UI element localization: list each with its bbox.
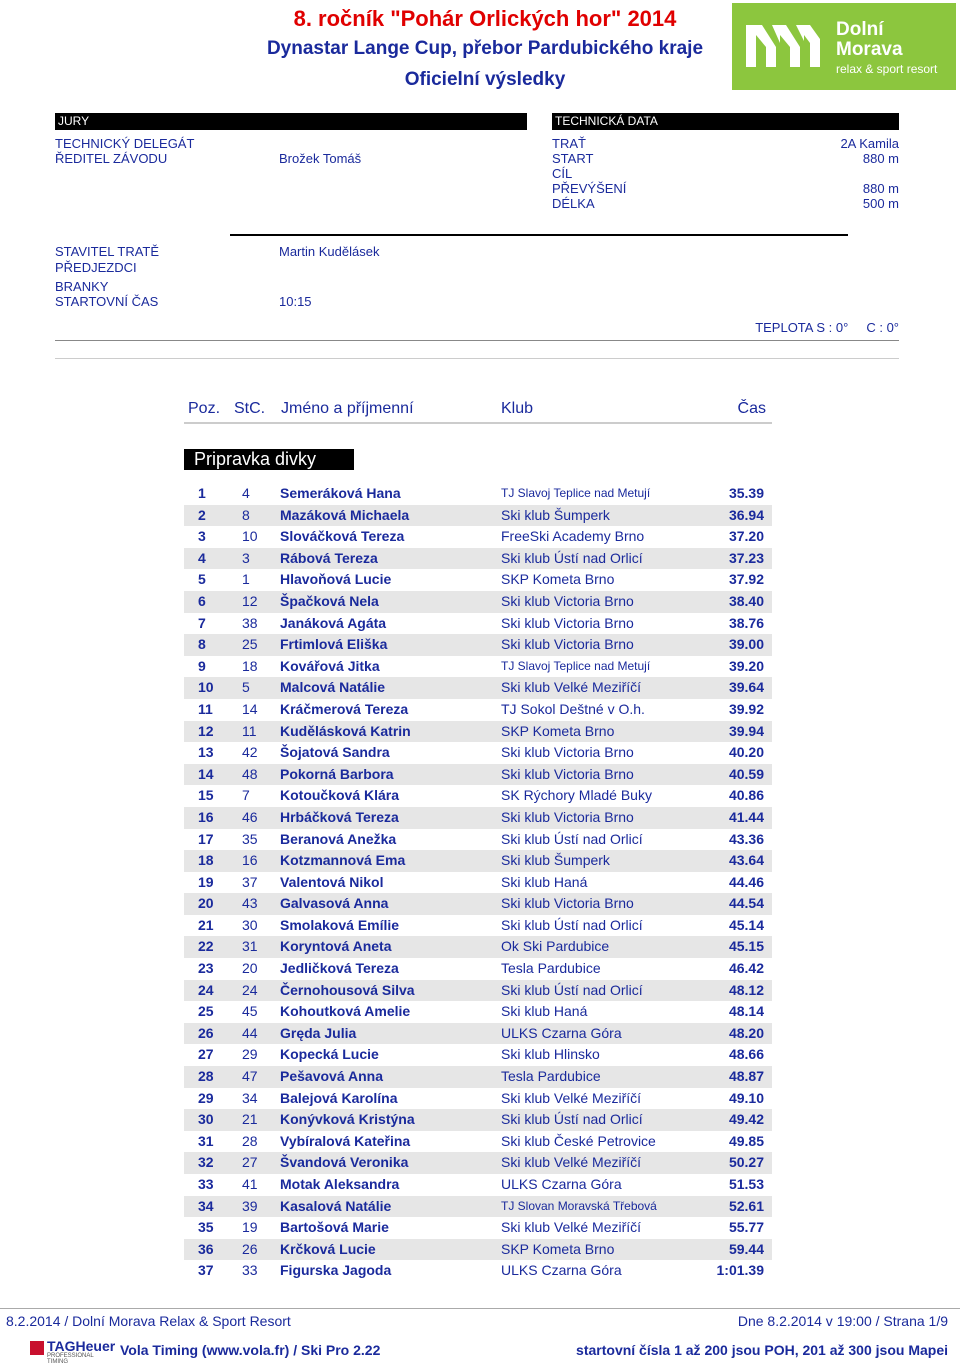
result-bib: 34 — [242, 1089, 258, 1106]
result-name: Frtimlová Eliška — [280, 636, 388, 653]
result-time: 49.10 — [728, 1089, 764, 1106]
table-row — [184, 505, 772, 527]
divider — [55, 358, 899, 359]
table-row — [184, 807, 772, 829]
result-time: 40.59 — [728, 765, 764, 782]
start-label: START — [552, 151, 594, 166]
result-time: 49.85 — [728, 1132, 764, 1149]
dolni-morava-logo — [732, 3, 956, 90]
result-bib: 39 — [242, 1197, 258, 1214]
result-name: Kotzmannová Ema — [280, 852, 406, 869]
result-time: 37.23 — [728, 549, 764, 566]
header-underline — [184, 422, 772, 424]
result-position: 9 — [198, 657, 206, 674]
result-position: 14 — [198, 765, 214, 782]
result-bib: 33 — [242, 1262, 258, 1279]
result-club: Tesla Pardubice — [501, 960, 601, 977]
length-value: 500 m — [862, 196, 899, 211]
table-row — [184, 764, 772, 786]
result-club: Ok Ski Pardubice — [501, 938, 610, 955]
result-club: TJ Slovan Moravská Třebová — [501, 1198, 657, 1213]
result-name: Kopecká Lucie — [280, 1046, 379, 1063]
gates-label: BRANKY — [55, 279, 109, 294]
result-club: Ski klub Hlinsko — [501, 1046, 600, 1063]
result-bib: 44 — [242, 1024, 258, 1041]
result-time: 48.14 — [728, 1003, 764, 1020]
result-bib: 8 — [242, 506, 250, 523]
result-position: 34 — [198, 1197, 214, 1214]
table-row — [184, 915, 772, 937]
footer-note: startovní čísla 1 až 200 jsou POH, 201 až 300 jsou Mapei — [576, 1342, 948, 1358]
result-time: 59.44 — [728, 1240, 764, 1257]
result-club: Ski klub Victoria Brno — [501, 614, 634, 631]
table-row — [184, 548, 772, 570]
result-position: 10 — [198, 679, 214, 696]
col-header-time: Čas — [737, 400, 766, 417]
result-name: Bartošová Marie — [280, 1219, 389, 1236]
tag-heuer-shield-icon — [30, 1341, 44, 1355]
result-time: 39.94 — [728, 722, 764, 739]
result-bib: 11 — [242, 722, 257, 739]
result-position: 21 — [198, 916, 214, 933]
result-bib: 35 — [242, 830, 258, 847]
result-time: 39.64 — [728, 679, 764, 696]
col-header-club: Klub — [501, 400, 534, 417]
logo-text-line2: Morava — [836, 39, 903, 60]
result-position: 23 — [198, 960, 214, 977]
result-name: Kohoutková Amelie — [280, 1003, 411, 1020]
table-row — [184, 613, 772, 635]
footer-divider — [0, 1308, 960, 1309]
dolni-morava-mark-icon — [742, 17, 824, 73]
result-time: 55.77 — [728, 1219, 764, 1236]
result-name: Balejová Karolína — [280, 1089, 398, 1106]
result-time: 44.46 — [728, 873, 764, 890]
result-club: Ski klub Ústí nad Orlicí — [501, 916, 643, 933]
result-time: 51.53 — [728, 1176, 764, 1192]
result-bib: 7 — [242, 787, 250, 804]
result-name: Kráčmerová Tereza — [280, 700, 409, 717]
forerunners-label: PŘEDJEZDCI — [55, 260, 137, 275]
table-row — [184, 1109, 772, 1131]
table-row — [184, 872, 772, 894]
result-name: Figurska Jagoda — [280, 1262, 392, 1279]
result-club: Ski klub Victoria Brno — [501, 636, 634, 653]
result-bib: 12 — [242, 592, 258, 609]
result-bib: 31 — [242, 938, 258, 955]
result-bib: 19 — [242, 1219, 258, 1236]
start-value: 880 m — [862, 151, 899, 166]
table-row — [184, 1001, 772, 1023]
result-bib: 5 — [242, 679, 250, 696]
result-club: Ski klub Haná — [501, 873, 588, 890]
result-club: Ski klub Velké Meziříčí — [501, 1154, 642, 1171]
result-time: 48.66 — [728, 1046, 764, 1063]
result-position: 30 — [198, 1111, 214, 1128]
result-club: Ski klub Victoria Brno — [501, 744, 634, 761]
result-name: Pokorná Barbora — [280, 765, 394, 782]
table-row — [184, 1260, 772, 1282]
result-name: Malcová Natálie — [280, 679, 386, 696]
course-value: 2A Kamila — [840, 136, 899, 151]
start-time-label: STARTOVNÍ ČAS — [55, 294, 159, 309]
result-bib: 1 — [242, 571, 250, 588]
result-position: 16 — [198, 808, 214, 825]
result-bib: 42 — [242, 744, 258, 761]
result-club: Ski klub Victoria Brno — [501, 808, 634, 825]
result-name: Semeráková Hana — [280, 485, 401, 501]
category-label: Pripravka divky — [184, 449, 354, 470]
result-bib: 28 — [242, 1132, 258, 1149]
result-name: Černohousová Silva — [280, 981, 415, 998]
result-name: Jedličková Tereza — [280, 960, 399, 977]
result-club: Ski klub České Petrovice — [501, 1132, 656, 1149]
event-subtitle: Dynastar Lange Cup, přebor Pardubického kraje — [266, 38, 704, 59]
result-bib: 18 — [242, 657, 258, 674]
result-time: 40.20 — [728, 744, 764, 761]
result-time: 39.20 — [728, 657, 764, 674]
result-club: Ski klub Ústí nad Orlicí — [501, 1111, 643, 1128]
result-bib: 20 — [242, 960, 258, 977]
result-bib: 27 — [242, 1154, 258, 1171]
result-position: 24 — [198, 981, 214, 998]
result-position: 35 — [198, 1219, 214, 1236]
result-name: Gręda Julia — [280, 1024, 357, 1041]
result-position: 36 — [198, 1240, 214, 1257]
table-row — [184, 569, 772, 591]
results-heading: Oficielní výsledky — [404, 69, 566, 90]
course-setter-value: Martin Kudělásek — [279, 244, 380, 259]
result-name: Šojatová Sandra — [280, 744, 390, 761]
result-position: 27 — [198, 1046, 214, 1063]
result-name: Konývková Kristýna — [280, 1111, 415, 1128]
result-position: 2 — [198, 506, 206, 523]
result-time: 1:01.39 — [716, 1262, 764, 1279]
result-position: 17 — [198, 830, 214, 847]
result-bib: 29 — [242, 1046, 258, 1063]
result-bib: 38 — [242, 614, 258, 631]
result-position: 18 — [198, 852, 214, 869]
result-position: 31 — [198, 1132, 214, 1149]
result-time: 43.36 — [728, 830, 764, 847]
col-header-bib: StC. — [234, 400, 266, 417]
result-position: 11 — [198, 700, 213, 717]
result-time: 39.00 — [728, 636, 764, 653]
result-name: Smolaková Emílie — [280, 916, 400, 933]
result-time: 50.27 — [728, 1154, 764, 1171]
result-name: Valentová Nikol — [280, 873, 384, 890]
result-position: 13 — [198, 744, 214, 761]
result-bib: 47 — [242, 1068, 258, 1085]
col-header-name: Jméno a příjmenní — [281, 400, 414, 417]
length-label: DÉLKA — [552, 196, 595, 211]
results-table — [184, 483, 772, 1282]
table-row — [184, 829, 772, 851]
logo-text-line1: Dolní — [836, 19, 884, 40]
result-position: 28 — [198, 1068, 214, 1085]
table-row — [184, 1023, 772, 1045]
result-time: 48.20 — [728, 1024, 764, 1041]
result-club: Tesla Pardubice — [501, 1068, 601, 1085]
result-time: 52.61 — [728, 1197, 764, 1214]
result-club: Ski klub Velké Meziříčí — [501, 1089, 642, 1106]
table-row — [184, 656, 772, 678]
result-name: Hlavoňová Lucie — [280, 571, 392, 588]
result-time: 48.87 — [728, 1068, 764, 1085]
result-position: 37 — [198, 1262, 214, 1279]
result-time: 45.15 — [728, 938, 764, 955]
table-row — [184, 591, 772, 613]
table-row — [184, 1196, 772, 1218]
result-time: 41.44 — [728, 808, 764, 825]
result-bib: 3 — [242, 549, 250, 566]
result-name: Janáková Agáta — [280, 614, 387, 631]
result-time: 39.92 — [728, 700, 764, 717]
result-bib: 26 — [242, 1240, 258, 1257]
result-time: 35.39 — [728, 485, 764, 501]
table-row — [184, 526, 772, 548]
result-name: Mazáková Michaela — [280, 506, 410, 523]
result-position: 6 — [198, 592, 206, 609]
result-position: 19 — [198, 873, 214, 890]
table-row — [184, 483, 772, 505]
result-club: Ski klub Victoria Brno — [501, 895, 634, 912]
result-bib: 46 — [242, 808, 258, 825]
result-bib: 30 — [242, 916, 258, 933]
result-name: Krčková Lucie — [280, 1240, 376, 1257]
result-position: 20 — [198, 895, 214, 912]
table-row — [184, 1217, 772, 1239]
table-row — [184, 958, 772, 980]
footer-timing: Vola Timing (www.vola.fr) / Ski Pro 2.22 — [120, 1342, 381, 1358]
result-name: Koryntová Aneta — [280, 938, 392, 955]
result-bib: 10 — [242, 528, 258, 545]
result-name: Galvasová Anna — [280, 895, 389, 912]
result-club: SKP Kometa Brno — [501, 1240, 615, 1257]
result-position: 1 — [198, 485, 206, 501]
result-name: Kudělásková Katrin — [280, 722, 411, 739]
result-position: 33 — [198, 1176, 214, 1192]
result-bib: 21 — [242, 1111, 258, 1128]
table-row — [184, 721, 772, 743]
tag-heuer-text: TAGHeuer — [47, 1338, 116, 1354]
logo-text-line3: relax & sport resort — [836, 62, 938, 76]
result-club: Ski klub Šumperk — [501, 506, 610, 523]
temperature: TEPLOTA S : 0° C : 0° — [755, 320, 899, 335]
col-header-pos: Poz. — [188, 400, 221, 417]
result-club: ULKS Czarna Góra — [501, 1262, 622, 1279]
result-name: Kotoučková Klára — [280, 787, 400, 804]
result-time: 48.12 — [728, 981, 764, 998]
result-bib: 37 — [242, 873, 258, 890]
result-bib: 25 — [242, 636, 258, 653]
result-time: 45.14 — [728, 916, 764, 933]
result-club: Ski klub Ústí nad Orlicí — [501, 830, 643, 847]
table-row — [184, 980, 772, 1002]
result-time: 40.86 — [728, 787, 764, 804]
result-club: TJ Slavoj Teplice nad Metují — [501, 658, 651, 673]
table-row — [184, 1239, 772, 1261]
result-name: Pešavová Anna — [280, 1068, 383, 1085]
table-row — [184, 742, 772, 764]
result-club: SK Rýchory Mladé Buky — [501, 787, 652, 804]
result-position: 12 — [198, 722, 214, 739]
result-club: Ski klub Velké Meziříčí — [501, 1219, 642, 1236]
tag-heuer-logo — [30, 1338, 116, 1365]
result-name: Beranová Anežka — [280, 830, 397, 847]
result-club: Ski klub Velké Meziříčí — [501, 679, 642, 696]
drop-value: 880 m — [862, 181, 899, 196]
result-position: 26 — [198, 1024, 214, 1041]
result-club: Ski klub Victoria Brno — [501, 765, 634, 782]
result-name: Rábová Tereza — [280, 549, 378, 566]
result-name: Kasalová Natálie — [280, 1197, 392, 1214]
result-position: 8 — [198, 636, 206, 653]
table-row — [184, 1152, 772, 1174]
result-time: 43.64 — [728, 852, 764, 869]
table-row — [184, 1131, 772, 1153]
course-label: TRAŤ — [552, 136, 586, 151]
result-club: SKP Kometa Brno — [501, 722, 615, 739]
result-time: 36.94 — [728, 506, 764, 523]
result-club: Ski klub Ústí nad Orlicí — [501, 549, 643, 566]
result-club: Ski klub Victoria Brno — [501, 592, 634, 609]
result-name: Slováčková Tereza — [280, 528, 405, 545]
jury-bar: JURY — [55, 113, 527, 130]
table-row — [184, 634, 772, 656]
result-name: Vybíralová Kateřina — [280, 1132, 411, 1149]
result-club: Ski klub Ústí nad Orlicí — [501, 981, 643, 998]
result-name: Hrbáčková Tereza — [280, 808, 399, 825]
table-row — [184, 677, 772, 699]
result-club: SKP Kometa Brno — [501, 571, 615, 588]
result-bib: 4 — [242, 485, 250, 501]
result-position: 7 — [198, 614, 206, 631]
result-position: 25 — [198, 1003, 214, 1020]
result-position: 29 — [198, 1089, 214, 1106]
table-row — [184, 785, 772, 807]
result-bib: 41 — [242, 1176, 258, 1192]
result-time: 49.42 — [728, 1111, 764, 1128]
footer-left: 8.2.2014 / Dolní Morava Relax & Sport Resort — [6, 1313, 291, 1329]
tag-heuer-sub: PROFESSIONAL TIMING — [47, 1353, 94, 1365]
result-bib: 24 — [242, 981, 258, 998]
result-club: Ski klub Haná — [501, 1003, 588, 1020]
table-row — [184, 1174, 772, 1196]
table-row — [184, 936, 772, 958]
table-row — [184, 850, 772, 872]
finish-label: CÍL — [552, 166, 573, 181]
table-row — [184, 1044, 772, 1066]
result-club: TJ Sokol Deštné v O.h. — [501, 700, 645, 717]
result-position: 4 — [198, 549, 206, 566]
result-time: 37.20 — [728, 528, 764, 545]
result-club: TJ Slavoj Teplice nad Metují — [501, 486, 651, 500]
result-position: 32 — [198, 1154, 214, 1171]
table-row — [184, 1066, 772, 1088]
result-club: ULKS Czarna Góra — [501, 1176, 622, 1192]
race-director-label: ŘEDITEL ZÁVODU — [55, 151, 168, 166]
result-time: 46.42 — [728, 960, 764, 977]
result-time: 38.76 — [728, 614, 764, 631]
result-bib: 43 — [242, 895, 258, 912]
table-row — [184, 1088, 772, 1110]
result-bib: 16 — [242, 852, 258, 869]
result-position: 15 — [198, 787, 214, 804]
event-title: 8. ročník "Pohár Orlických hor" 2014 — [293, 6, 677, 31]
result-time: 44.54 — [728, 895, 764, 912]
start-time-value: 10:15 — [279, 294, 312, 309]
result-club: Ski klub Šumperk — [501, 852, 610, 869]
result-time: 38.40 — [728, 592, 764, 609]
result-name: Motak Aleksandra — [280, 1176, 400, 1192]
result-position: 5 — [198, 571, 206, 588]
table-row — [184, 893, 772, 915]
drop-label: PŘEVÝŠENÍ — [552, 181, 627, 196]
result-position: 22 — [198, 938, 214, 955]
result-name: Švandová Veronika — [280, 1154, 409, 1171]
course-setter-label: STAVITEL TRATĚ — [55, 244, 160, 259]
technical-data-bar: TECHNICKÁ DATA — [552, 113, 899, 130]
result-bib: 48 — [242, 765, 258, 782]
result-name: Kovářová Jitka — [280, 657, 380, 674]
divider — [55, 340, 899, 341]
result-bib: 45 — [242, 1003, 258, 1020]
result-club: ULKS Czarna Góra — [501, 1024, 622, 1041]
table-row — [184, 699, 772, 721]
result-time: 37.92 — [728, 571, 764, 588]
footer-right: Dne 8.2.2014 v 19:00 / Strana 1/9 — [737, 1313, 948, 1329]
race-director-value: Brožek Tomáš — [279, 151, 362, 166]
tech-delegate-label: TECHNICKÝ DELEGÁT — [55, 136, 195, 151]
divider — [230, 234, 848, 236]
result-position: 3 — [198, 528, 206, 545]
result-bib: 14 — [242, 700, 258, 717]
result-club: FreeSki Academy Brno — [501, 528, 645, 545]
result-name: Špačková Nela — [280, 592, 379, 609]
